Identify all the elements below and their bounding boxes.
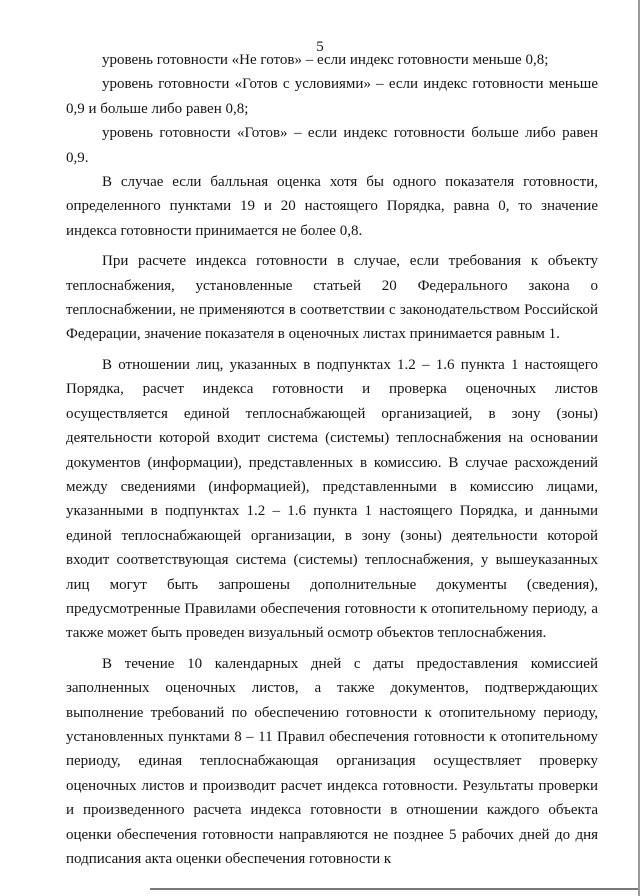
paragraph-ready-with-conditions: уровень готовности «Готов с условиями» – если индекс готовности меньше 0,9 и больше либо равен 0,8;: [66, 76, 598, 117]
paragraph-ten-days-review: В течение 10 календарных дней с даты предоставления комиссией заполненных оценочных листов, а также документов, подтверждающих выполнение требований по обеспечению готовности к отопительному периоду, установленных пунктами 8 – 11 Правил обеспечения готовности к отопительному периоду, единая теплоснабжающая организация осуществляет проверку оценочных листов и производит расчет индекса готовности. Результаты проверки и произведенного расчета индекса готовности в отношении каждого объекта оценки обеспечения готовности направляются не позднее 5 рабочих дней до дня подписания акта оценки обеспечения готовности к: [66, 655, 598, 867]
paragraph-persons-verification: В отношении лиц, указанных в подпунктах 1.2 – 1.6 пункта 1 настоящего Порядка, расчет индекса готовности и проверка оценочных листов осуществляется единой теплоснабжающей организацией, в зону (зоны) деятельности которой входит система (системы) теплоснабжения на основании документов (информации), представленных в комиссию. В случае расхождений между сведениями (информацией), представленными в комиссию лицами, указанными в подпунктах 1.2 – 1.6 пункта 1 настоящего Порядка, и данными единой теплоснабжающей организации, в зону (зоны) деятельности которой входит соответствующая система (системы) теплоснабжения, у вышеуказанных лиц могут быть запрошены дополнительные документы (сведения), предусмотренные Правилами обеспечения готовности к отопительному периоду, а также может быть проведен визуальный осмотр объектов теплоснабжения.: [66, 356, 598, 642]
paragraph-index-calculation: При расчете индекса готовности в случае, если требования к объекту теплоснабжения, установленные статьей 20 Федерального закона о теплоснабжении, не применяются в соответствии с законодательством Российской Федерации, значение показателя в оценочных листах принимается равным 1.: [66, 253, 598, 343]
paragraph-ready: уровень готовности «Готов» – если индекс готовности больше либо равен 0,9.: [66, 125, 598, 166]
paragraph-not-ready: уровень готовности «Не готов» – если индекс готовности меньше 0,8;: [102, 52, 549, 68]
document-body: [66, 48, 598, 871]
scan-edge-bottom: [150, 888, 640, 890]
page-number: 5: [316, 39, 324, 55]
paragraph-zero-score: В случае если балльная оценка хотя бы одного показателя готовности, определенного пунктами 19 и 20 настоящего Порядка, равна 0, то значение индекса готовности принимается не более 0,8.: [66, 174, 598, 239]
